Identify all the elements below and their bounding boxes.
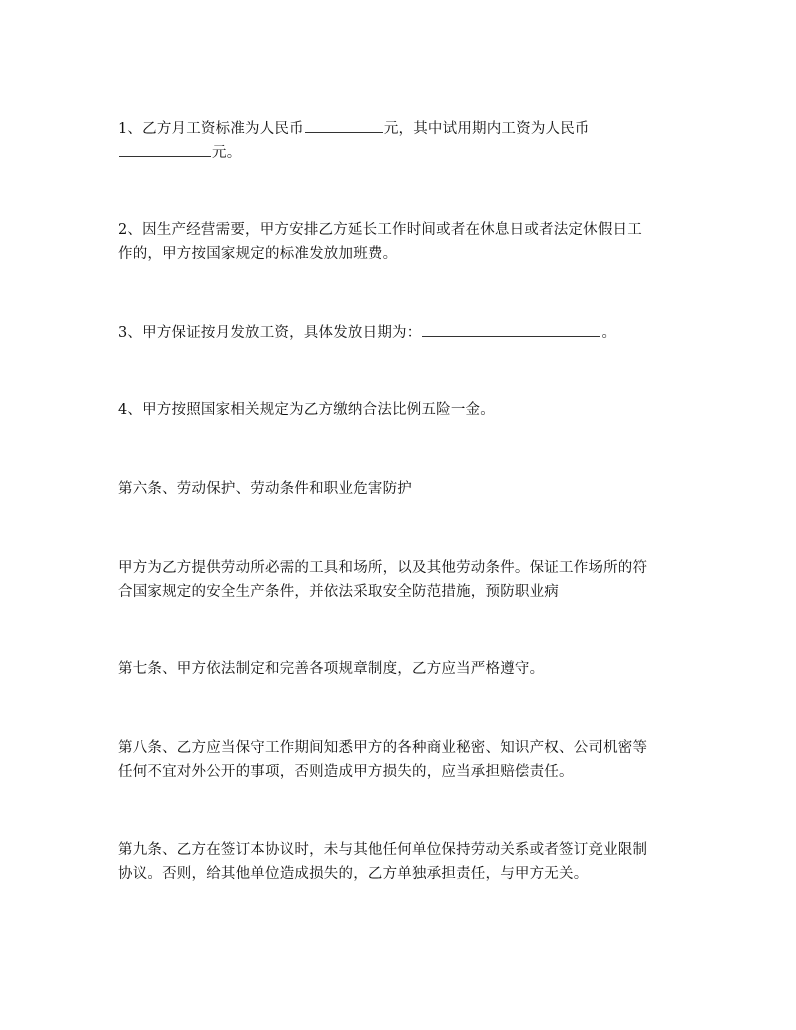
fill-in-blank-monthly-salary[interactable] <box>305 116 383 133</box>
clause-line: 第八条、乙方应当保守工作期间知悉甲方的各种商业秘密、知识产权、公司机密等 <box>118 740 648 756</box>
article-8 <box>118 736 698 784</box>
clause-line: 任何不宜对外公开的事项，否则造成甲方损失的，应当承担赔偿责任。 <box>118 764 574 780</box>
clause-line: 2、因生产经营需要，甲方安排乙方延长工作时间或者在休息日或者法定休假日工 <box>118 222 642 238</box>
clause-line: 第六条、劳动保护、劳动条件和职业危害防护 <box>118 481 412 497</box>
fill-in-blank-pay-date[interactable] <box>422 320 600 337</box>
clause-line <box>118 116 698 140</box>
clause-line <box>118 140 698 164</box>
clause-line: 4、甲方按照国家相关规定为乙方缴纳合法比例五险一金。 <box>118 402 495 418</box>
clause-text: 。 <box>601 325 617 341</box>
article-7 <box>118 657 698 681</box>
clause-line: 协议。否则，给其他单位造成损失的，乙方单独承担责任，与甲方无关。 <box>118 866 589 882</box>
clause-text: 1、乙方月工资标准为人民币 <box>118 121 304 137</box>
article-9 <box>118 838 698 886</box>
clause-salary-standard <box>118 116 698 164</box>
clause-text: 元。 <box>212 145 242 161</box>
article-6-heading <box>118 477 698 501</box>
clause-overtime-pay <box>118 218 698 266</box>
clause-line: 第九条、乙方在签订本协议时，未与其他任何单位保持劳动关系或者签订竞业限制 <box>118 842 648 858</box>
clause-text: 3、甲方保证按月发放工资，具体发放日期为： <box>118 325 422 341</box>
clause-line: 合国家规定的安全生产条件，并依法采取安全防范措施，预防职业病 <box>118 584 559 600</box>
clause-line: 甲方为乙方提供劳动所必需的工具和场所，以及其他劳动条件。保证工作场所的符 <box>118 560 648 576</box>
clause-line <box>118 320 698 344</box>
clause-social-insurance <box>118 398 698 422</box>
clause-line: 第七条、甲方依法制定和完善各项规章制度，乙方应当严格遵守。 <box>118 661 545 677</box>
clause-line: 作的，甲方按国家规定的标准发放加班费。 <box>118 246 398 262</box>
article-6-body <box>118 556 698 604</box>
fill-in-blank-probation-salary[interactable] <box>119 140 211 157</box>
clause-text: 元，其中试用期内工资为人民币 <box>383 121 590 137</box>
clause-pay-date <box>118 320 698 344</box>
